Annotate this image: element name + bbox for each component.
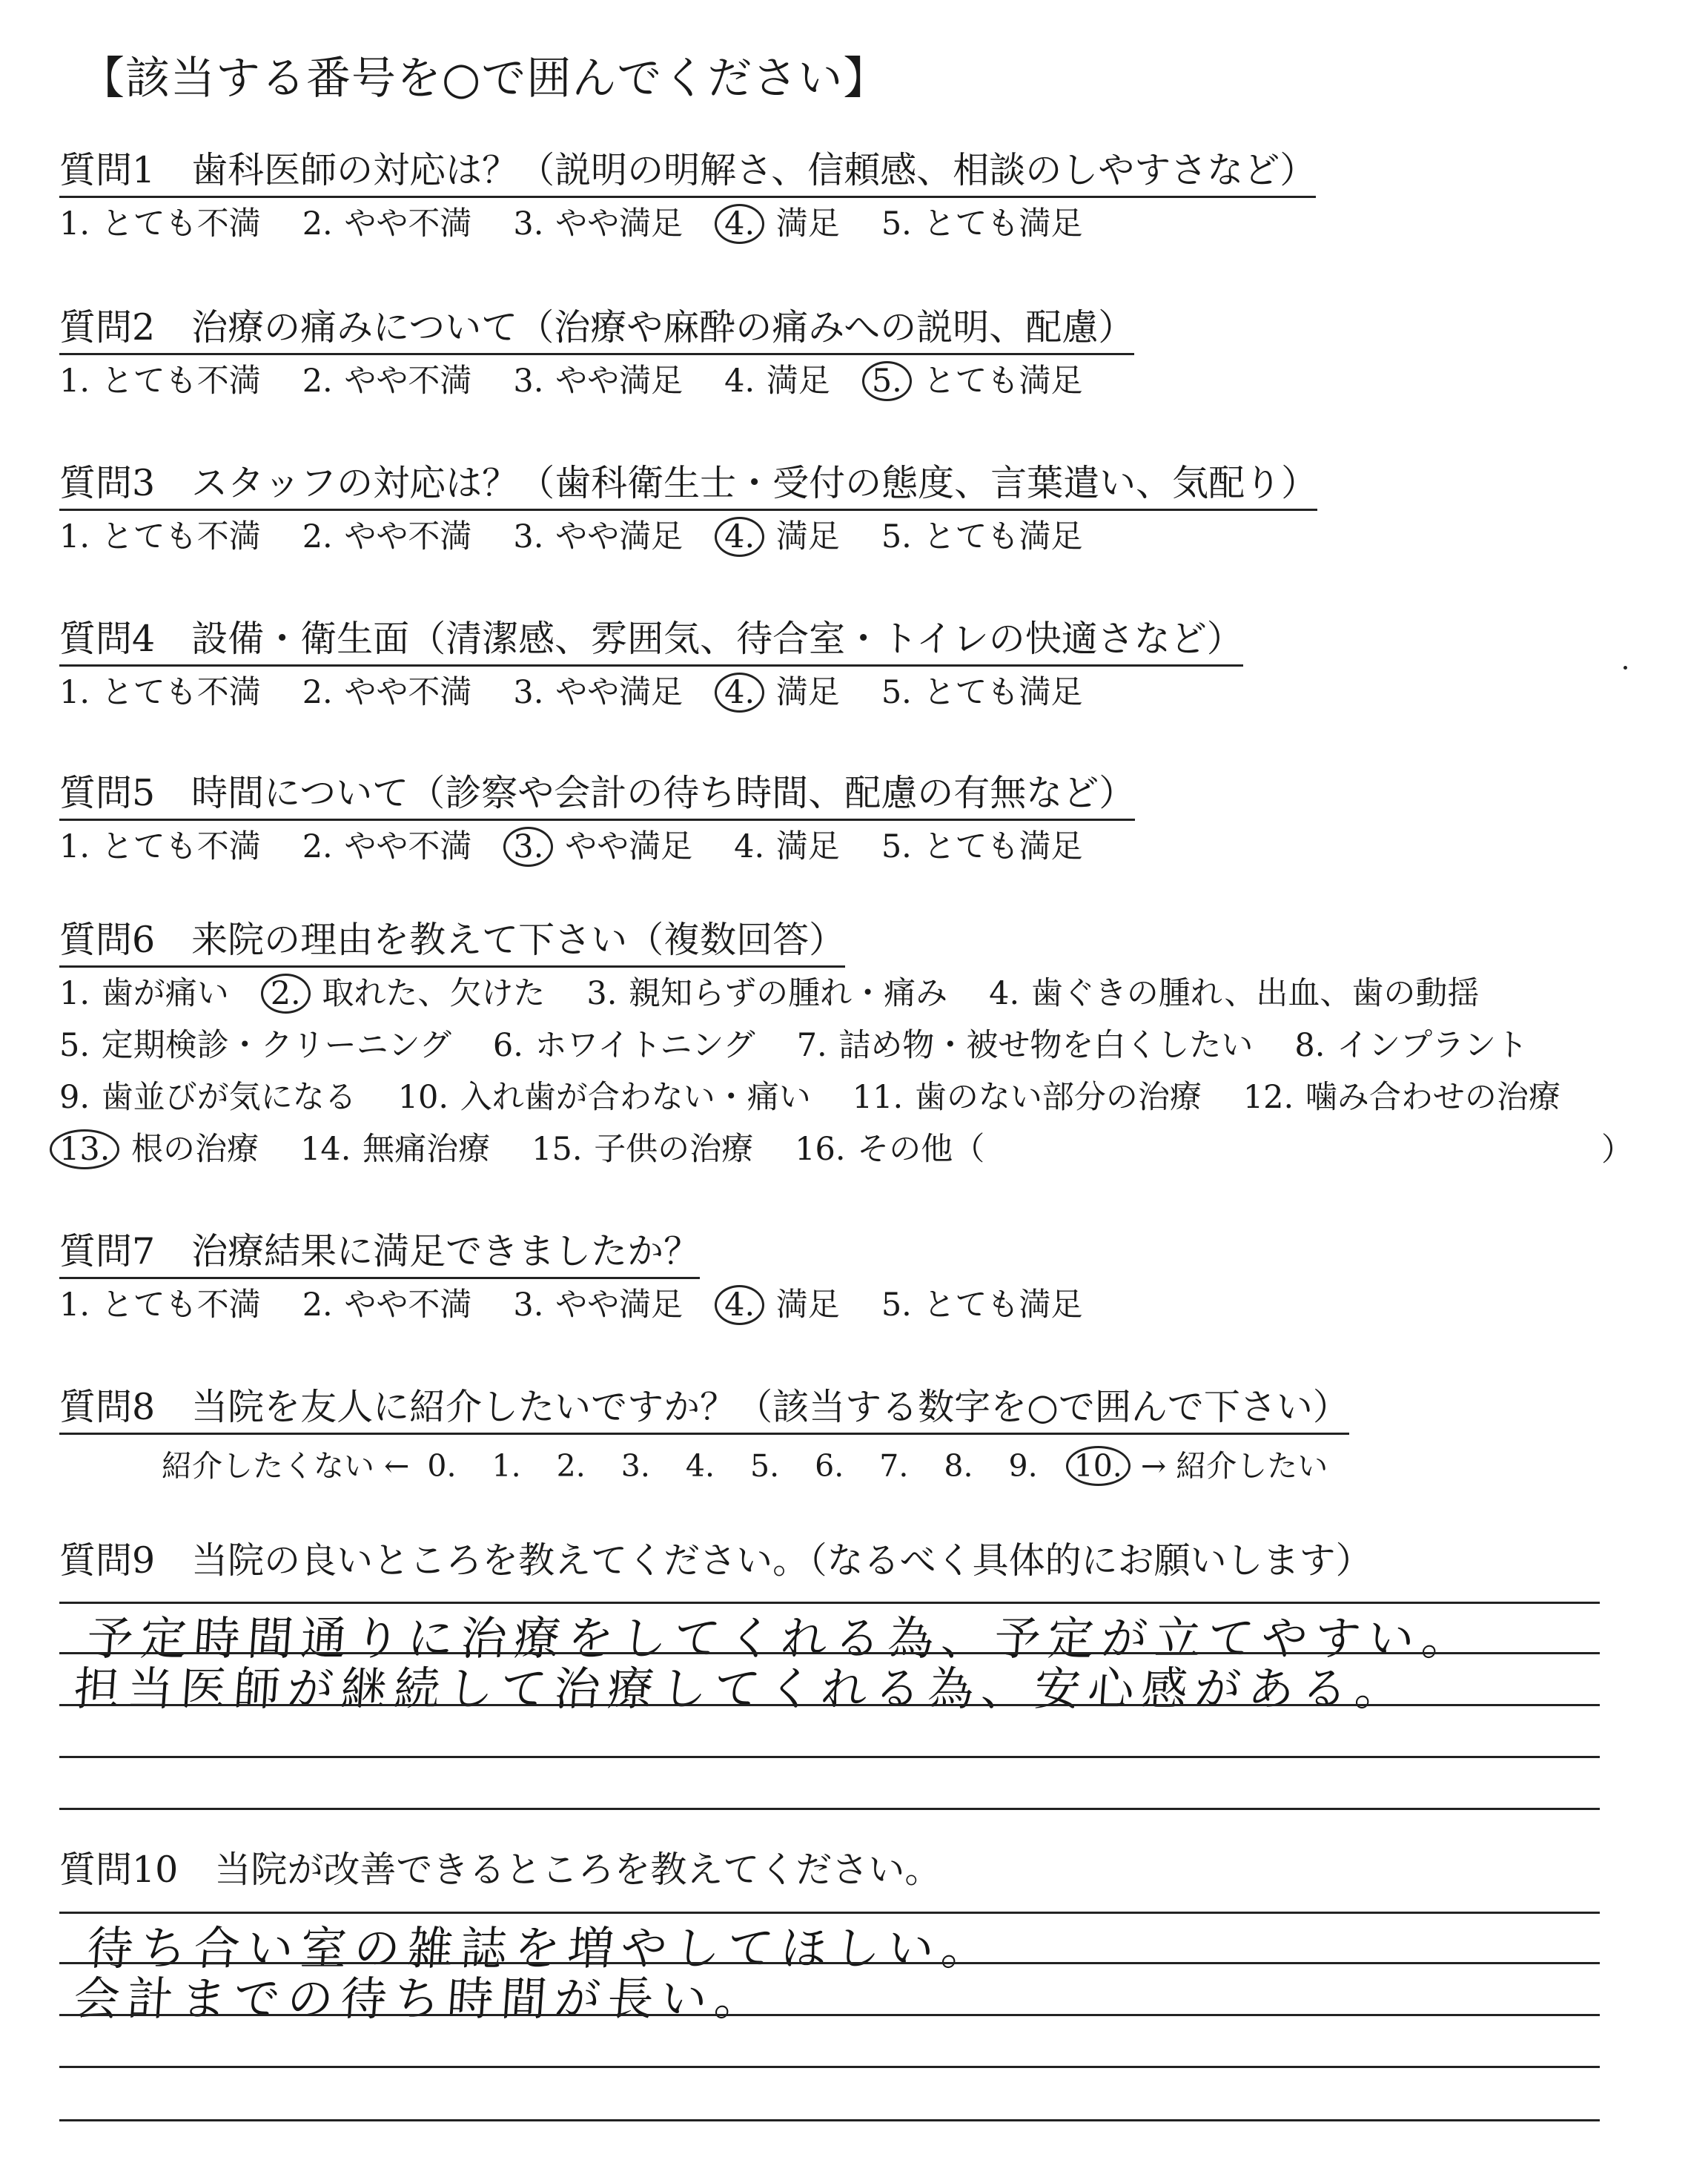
- option-label: とても不満: [101, 1287, 261, 1324]
- option-label: やや不満: [344, 518, 472, 555]
- option-item[interactable]: [59, 1025, 451, 1066]
- option-item[interactable]: [724, 360, 830, 402]
- option-item[interactable]: [513, 826, 692, 868]
- option-number: 16.: [795, 1131, 846, 1168]
- q10-answer-1: 待ち合い室の雑誌を増やしてほしい。: [85, 1921, 997, 1975]
- option-number: 2.: [302, 205, 333, 242]
- option-label: やや満足: [555, 363, 683, 400]
- option-item[interactable]: [302, 826, 472, 868]
- option-label: 歯のない部分の治療: [914, 1079, 1202, 1116]
- option-number: 3.: [513, 1287, 544, 1324]
- option-number: 13.: [50, 1129, 119, 1169]
- option-item[interactable]: [59, 826, 261, 868]
- option-item[interactable]: [724, 203, 840, 245]
- option-item[interactable]: [513, 360, 683, 402]
- option-label: 満足: [775, 1287, 840, 1324]
- option-item[interactable]: [302, 203, 472, 245]
- q8-heading: 質問8 当院を友人に紹介したいですか？（該当する数字を○で囲んで下さい）: [59, 1385, 1349, 1435]
- option-item[interactable]: [302, 516, 472, 558]
- option-number: 3.: [513, 205, 544, 242]
- option-label: ホワイトニング: [534, 1027, 755, 1064]
- page-title: 【該当する番号を○で囲んでください】: [80, 53, 889, 105]
- q8-right-label: → 紹介したい: [1140, 1448, 1328, 1484]
- scale-option[interactable]: 2.: [556, 1448, 586, 1484]
- question-heading: 質問5 時間について（診察や会計の待ち時間、配慮の有無など）: [59, 771, 1135, 821]
- question-options: [59, 826, 1125, 868]
- option-label: やや不満: [344, 1287, 472, 1324]
- option-item[interactable]: [513, 1284, 683, 1326]
- option-item[interactable]: [881, 826, 1083, 868]
- option-label: やや満足: [555, 518, 683, 555]
- question-heading: 質問4 設備・衛生面（清潔感、雰囲気、待合室・トイレの快適さなど）: [59, 617, 1243, 667]
- q9-answer-1: 予定時間通りに治療をしてくれる為、予定が立てやすい。: [85, 1611, 1477, 1665]
- option-number: 5.: [881, 518, 912, 555]
- option-label: やや不満: [344, 674, 472, 711]
- option-label: その他（: [857, 1131, 985, 1168]
- option-item[interactable]: [1294, 1025, 1528, 1066]
- scale-option[interactable]: 4.: [685, 1448, 715, 1484]
- option-item[interactable]: [881, 203, 1083, 245]
- option-item[interactable]: [59, 1284, 261, 1326]
- option-item[interactable]: [724, 516, 840, 558]
- option-number: 4.: [724, 363, 755, 400]
- option-number: 12.: [1242, 1079, 1294, 1116]
- option-item[interactable]: [59, 516, 261, 558]
- option-item[interactable]: [59, 203, 261, 245]
- option-label: やや不満: [344, 828, 472, 865]
- q6-row: [59, 1025, 1569, 1066]
- scale-option[interactable]: 0.: [427, 1448, 457, 1484]
- question-heading: 質問3 スタッフの対応は？（歯科衛生士・受付の態度、言葉遣い、気配り）: [59, 461, 1317, 511]
- scale-option[interactable]: 7.: [879, 1448, 909, 1484]
- option-number: 1.: [59, 828, 90, 865]
- scale-option[interactable]: 8.: [944, 1448, 973, 1484]
- option-item[interactable]: [302, 672, 472, 713]
- q8-scale: [162, 1441, 1328, 1486]
- option-number: 3.: [513, 518, 544, 555]
- option-label: 満足: [775, 205, 840, 242]
- option-number: 4.: [715, 1285, 764, 1325]
- option-number: 4.: [734, 828, 765, 865]
- option-item[interactable]: [59, 672, 261, 713]
- option-label: やや不満: [344, 205, 472, 242]
- option-number: 4.: [989, 975, 1020, 1012]
- q6-other-close: ）: [1601, 1132, 1633, 1169]
- scale-option[interactable]: 3.: [620, 1448, 650, 1484]
- option-item[interactable]: [513, 203, 683, 245]
- option-number: 5.: [862, 361, 912, 401]
- option-number: 9.: [59, 1079, 90, 1116]
- question-options: [59, 360, 1125, 402]
- option-number: 10.: [397, 1079, 449, 1116]
- option-label: とても不満: [101, 363, 261, 400]
- option-number: 5.: [881, 205, 912, 242]
- option-item[interactable]: [853, 1077, 1202, 1118]
- option-number: 11.: [852, 1079, 904, 1116]
- question-options: [59, 516, 1125, 558]
- option-number: 4.: [715, 204, 764, 244]
- option-label: 満足: [775, 674, 840, 711]
- option-label: 満足: [775, 518, 840, 555]
- question-heading: 質問2 治療の痛みについて（治療や麻酔の痛みへの説明、配慮）: [59, 305, 1134, 355]
- option-number: 3.: [586, 975, 618, 1012]
- q7-heading: 質問7 治療結果に満足できましたか？: [59, 1229, 700, 1279]
- option-label: やや満足: [555, 1287, 683, 1324]
- option-label: 満足: [775, 828, 840, 865]
- option-label: 子供の治療: [594, 1131, 754, 1168]
- q8-left-label: 紹介したくない ←: [162, 1448, 410, 1484]
- option-item[interactable]: [59, 360, 261, 402]
- option-label: やや不満: [344, 363, 472, 400]
- q6-row: [59, 1077, 1602, 1118]
- option-item[interactable]: [59, 1129, 259, 1170]
- option-label: 歯ぐきの腫れ、出血、歯の動揺: [1030, 975, 1480, 1012]
- option-label: とても満足: [923, 363, 1083, 400]
- option-item[interactable]: [734, 826, 840, 868]
- scale-option[interactable]: 10.: [1066, 1446, 1131, 1486]
- option-item[interactable]: [513, 516, 683, 558]
- option-item[interactable]: [271, 973, 546, 1014]
- option-number: 3.: [513, 363, 544, 400]
- option-label: 入れ歯が合わない・痛い: [460, 1079, 811, 1116]
- option-item[interactable]: [302, 360, 472, 402]
- option-number: 1.: [59, 363, 90, 400]
- option-item[interactable]: [59, 1077, 357, 1118]
- option-item[interactable]: [532, 1129, 753, 1170]
- option-item[interactable]: [881, 516, 1083, 558]
- q6-heading: 質問6 来院の理由を教えて下さい（複数回答）: [59, 918, 845, 968]
- option-item[interactable]: [795, 1129, 984, 1170]
- option-number: 4.: [715, 517, 764, 557]
- option-label: 無痛治療: [363, 1131, 491, 1168]
- option-label: 噛み合わせの治療: [1305, 1079, 1560, 1116]
- option-item[interactable]: [302, 1284, 472, 1326]
- option-label: 取れた、欠けた: [322, 975, 546, 1012]
- option-number: 2.: [302, 363, 333, 400]
- q7-options: [59, 1284, 1125, 1326]
- option-item[interactable]: [59, 973, 229, 1014]
- option-item[interactable]: [797, 1025, 1254, 1066]
- option-number: 5.: [881, 828, 912, 865]
- option-number: 2.: [302, 674, 333, 711]
- scale-option[interactable]: 5.: [750, 1448, 780, 1484]
- q9-answer-2: 担当医師が継続して治療してくれる為、安心感がある。: [72, 1662, 1411, 1716]
- option-number: 2.: [302, 1287, 333, 1324]
- option-number: 3.: [503, 827, 553, 867]
- option-number: 8.: [1294, 1027, 1325, 1064]
- option-number: 7.: [796, 1027, 827, 1064]
- option-label: 歯並びが気になる: [101, 1079, 357, 1116]
- option-number: 2.: [302, 518, 333, 555]
- option-label: やや満足: [565, 828, 693, 865]
- option-number: 5.: [881, 1287, 912, 1324]
- q6-row: [59, 973, 1520, 1014]
- option-number: 1.: [59, 975, 90, 1012]
- option-number: 14.: [300, 1131, 351, 1168]
- q6-row: [59, 1129, 1026, 1170]
- option-item[interactable]: [300, 1129, 490, 1170]
- question-heading: 質問1 歯科医師の対応は？（説明の明解さ、信頼感、相談のしやすさなど）: [59, 148, 1316, 198]
- option-label: 詰め物・被せ物を白くしたい: [838, 1027, 1254, 1064]
- option-label: インプラント: [1337, 1027, 1529, 1064]
- option-label: とても満足: [923, 1287, 1083, 1324]
- option-number: 1.: [59, 205, 90, 242]
- option-label: 満足: [766, 363, 830, 400]
- scale-option[interactable]: 6.: [815, 1448, 844, 1484]
- q10-answer-2: 会計までの待ち時間が長い。: [72, 1972, 770, 2026]
- option-number: 1.: [59, 674, 90, 711]
- q9-heading: 質問9 当院の良いところを教えてください。（なるべく具体的にお願いします）: [59, 1539, 1372, 1582]
- option-item[interactable]: [881, 1284, 1083, 1326]
- stray-mark: [1623, 666, 1627, 670]
- option-item[interactable]: [398, 1077, 811, 1118]
- option-label: やや満足: [555, 205, 683, 242]
- option-number: 1.: [59, 1287, 90, 1324]
- option-item[interactable]: [881, 672, 1083, 713]
- option-label: とても不満: [101, 205, 261, 242]
- option-item[interactable]: [1243, 1077, 1560, 1118]
- option-number: 6.: [492, 1027, 523, 1064]
- option-item[interactable]: [513, 672, 683, 713]
- option-number: 2.: [302, 828, 333, 865]
- option-label: とても不満: [101, 674, 261, 711]
- option-label: 親知らずの腫れ・痛み: [629, 975, 948, 1012]
- option-label: やや満足: [555, 674, 683, 711]
- option-label: 歯が痛い: [101, 975, 229, 1012]
- option-number: 5.: [881, 674, 912, 711]
- option-item[interactable]: [724, 1284, 840, 1326]
- option-label: とても不満: [101, 518, 261, 555]
- option-number: 3.: [513, 674, 544, 711]
- option-label: 根の治療: [131, 1131, 259, 1168]
- option-number: 4.: [715, 673, 764, 713]
- option-item[interactable]: [493, 1025, 755, 1066]
- option-item[interactable]: [586, 973, 947, 1014]
- option-number: 2.: [261, 974, 311, 1014]
- option-label: とても満足: [923, 205, 1083, 242]
- option-label: とても満足: [923, 518, 1083, 555]
- option-label: とても満足: [923, 828, 1083, 865]
- option-number: 15.: [532, 1131, 583, 1168]
- option-label: 定期検診・クリーニング: [101, 1027, 451, 1064]
- scale-option[interactable]: 9.: [1008, 1448, 1038, 1484]
- option-label: とても不満: [101, 828, 261, 865]
- question-options: [59, 672, 1125, 713]
- question-options: [59, 203, 1125, 245]
- option-item[interactable]: [989, 973, 1479, 1014]
- option-number: 5.: [59, 1027, 90, 1064]
- option-item[interactable]: [872, 360, 1083, 402]
- option-number: 1.: [59, 518, 90, 555]
- q10-heading: 質問10 当院が改善できるところを教えてください。: [59, 1849, 941, 1891]
- scale-option[interactable]: 1.: [491, 1448, 521, 1484]
- option-item[interactable]: [724, 672, 840, 713]
- option-label: とても満足: [923, 674, 1083, 711]
